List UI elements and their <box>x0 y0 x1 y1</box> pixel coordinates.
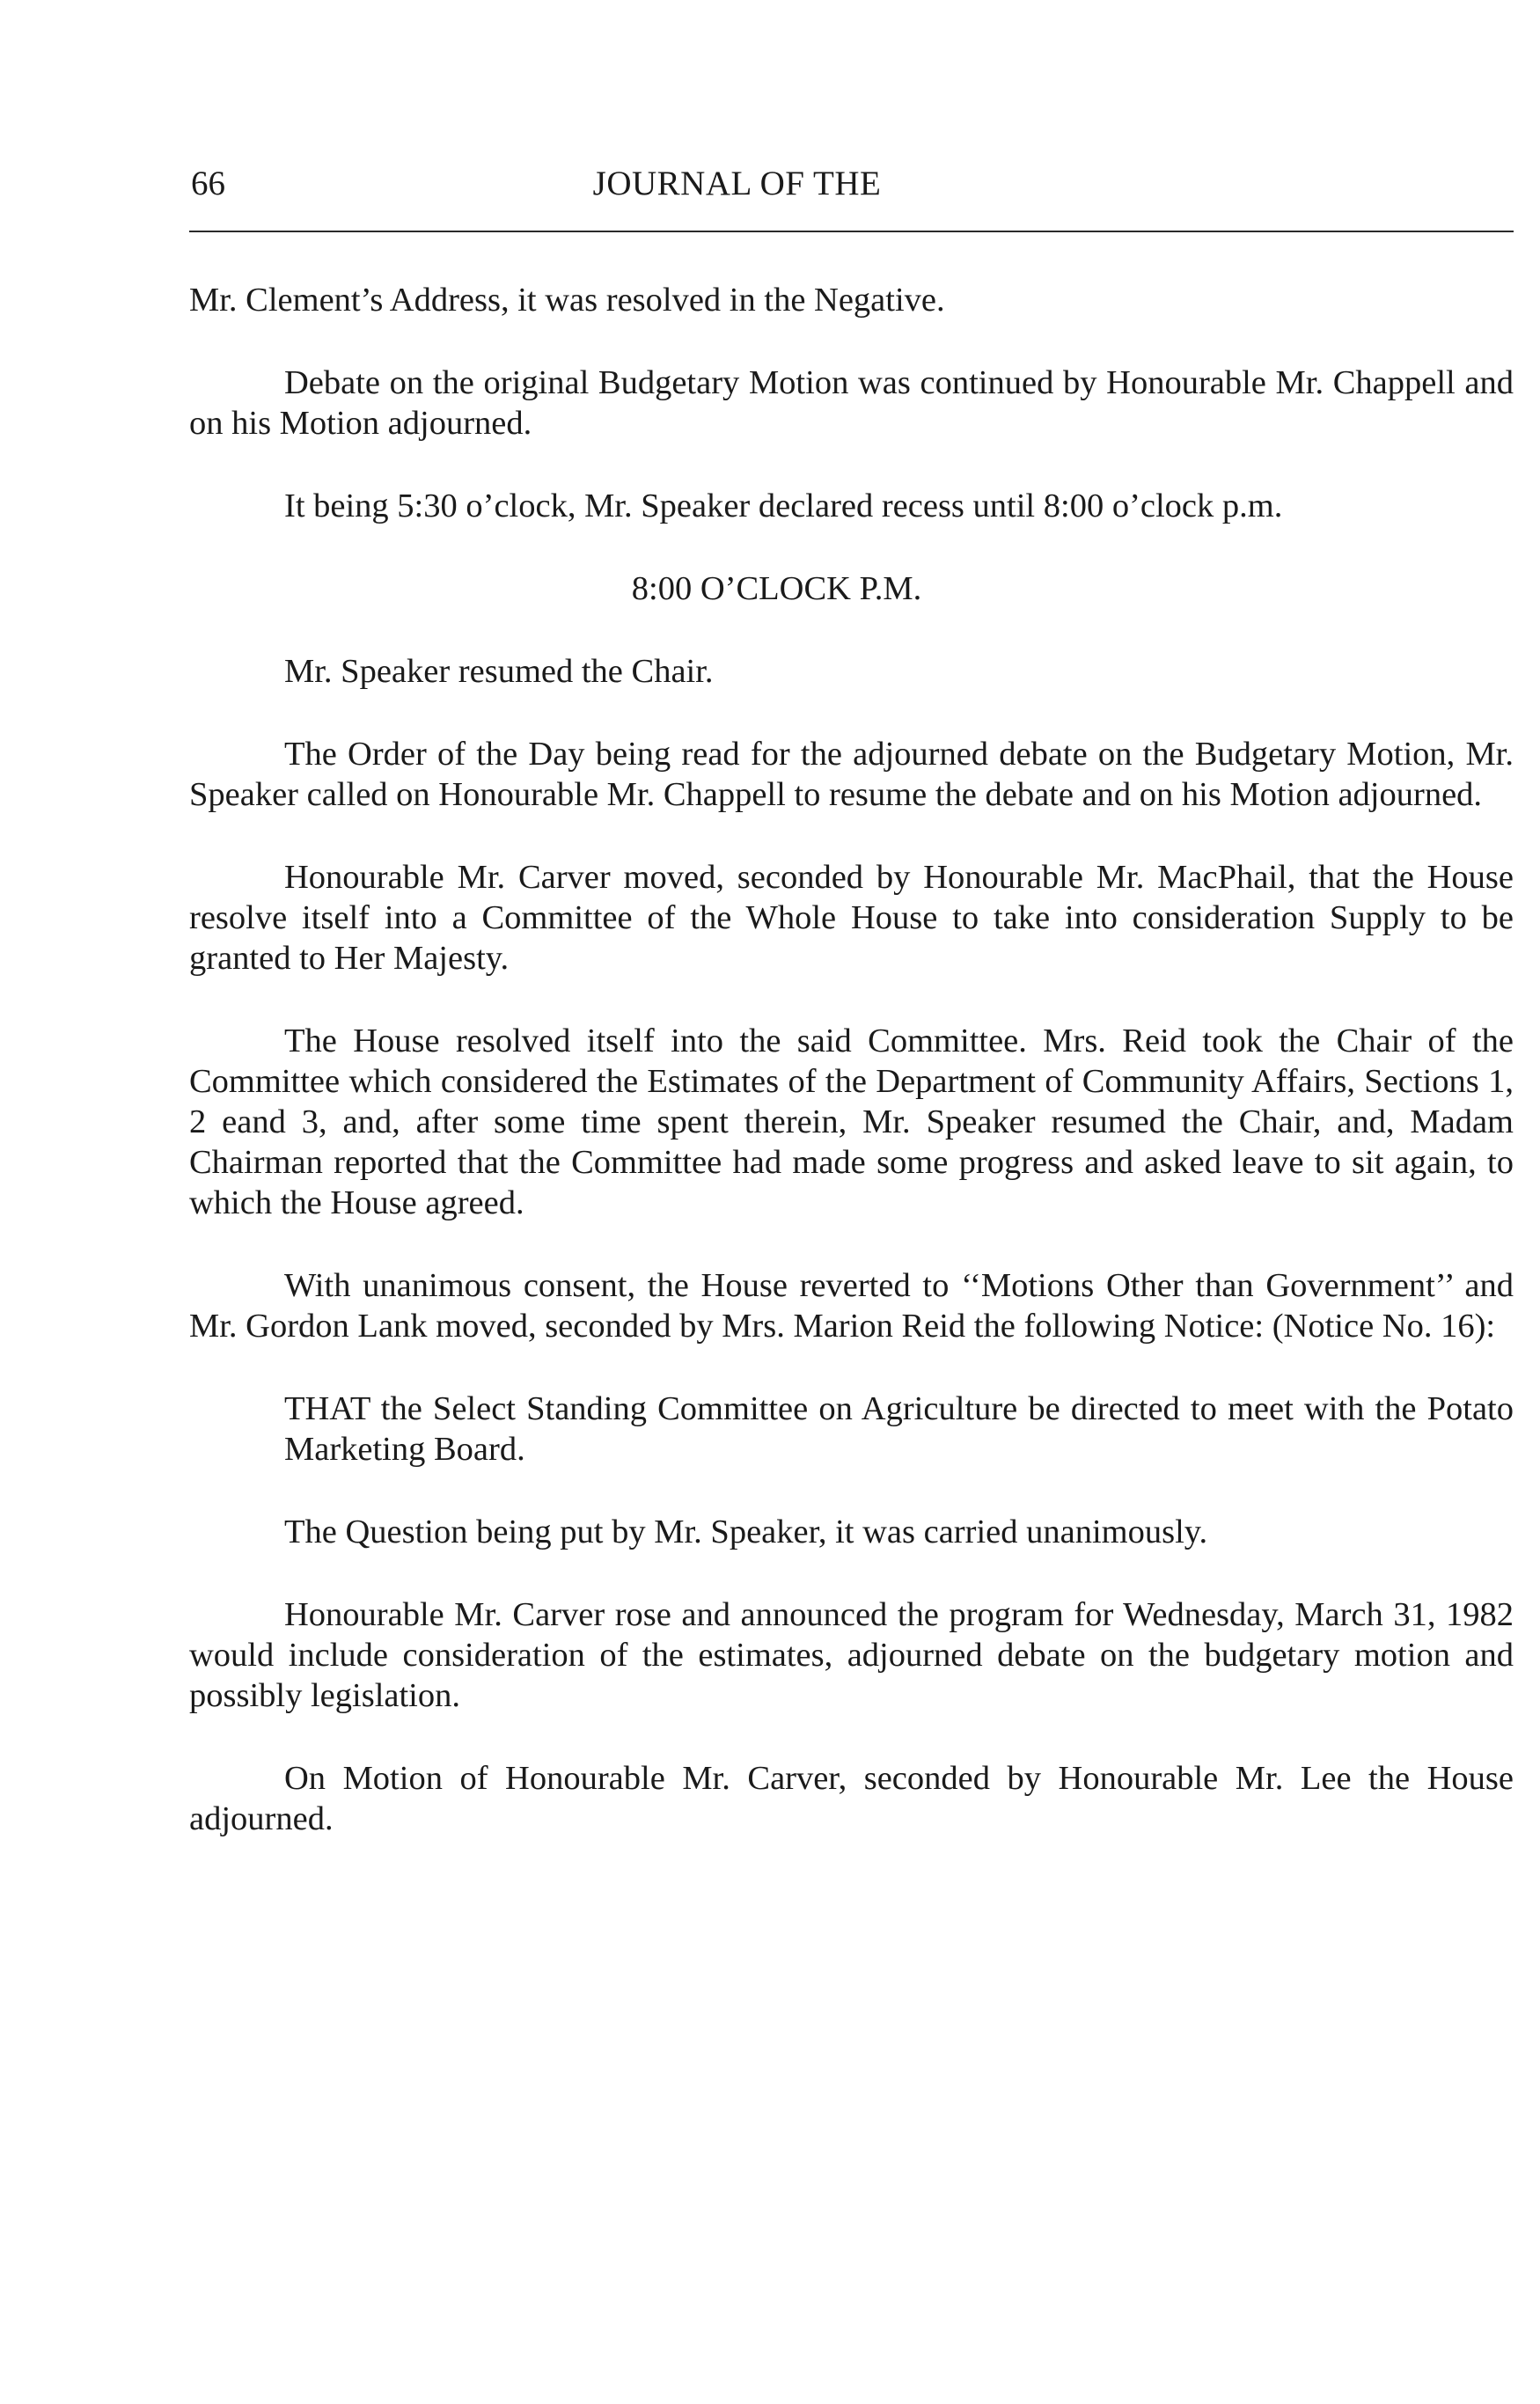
paragraph-speaker-resumed: Mr. Speaker resumed the Chair. <box>284 653 714 690</box>
paragraph-committee: The House resolved itself into the said Committee. Mrs. Reid took the Chair of the Committee which considered the Estimates of the Department of Community Affairs, Sections 1, 2 eand 3, and, after some time spent therein, Mr. Speaker resumed the Chair, and, Madam Chairman reported that the Committee had made some progress and asked leave to sit again, to which the House agreed. <box>189 1022 1514 1221</box>
paragraph-unanimous-consent: With unanimous consent, the House reverted to ‘‘Motions Other than Government’’ and Mr. Gordon Lank moved, seconded by Mrs. Marion Reid the following Notice: (Notice No. 16): <box>189 1267 1514 1345</box>
notice-text: THAT the Select Standing Committee on Agriculture be directed to meet with the Potato Marketing Board. <box>284 1390 1514 1468</box>
paragraph-debate-continued: Debate on the original Budgetary Motion was continued by Honourable Mr. Chappell and on his Motion adjourned. <box>189 364 1514 442</box>
paragraph-program-announced: Honourable Mr. Carver rose and announced the program for Wednesday, March 31, 1982 would include consideration of the estimates, adjourned debate on the budgetary motion and possibly legislation. <box>189 1596 1514 1714</box>
paragraph-resolved-negative: Mr. Clement’s Address, it was resolved in the Negative. <box>189 282 945 319</box>
paragraph-order-of-day: The Order of the Day being read for the adjourned debate on the Budgetary Motion, Mr. Speaker called on Honourable Mr. Chappell to resume the debate and on his Motion adjourned. <box>189 736 1514 813</box>
running-head <box>189 164 1514 203</box>
paragraph-carver-moved: Honourable Mr. Carver moved, seconded by Honourable Mr. MacPhail, that the House resolve itself into a Committee of the Whole House to take into consideration Supply to be granted to Her Majesty. <box>189 859 1514 977</box>
page-header <box>189 164 1514 216</box>
paragraph-recess: It being 5:30 o’clock, Mr. Speaker declared recess until 8:00 o’clock p.m. <box>284 487 1283 524</box>
section-heading-text: 8:00 O’CLOCK P.M. <box>631 570 922 607</box>
page-number: 66 <box>191 165 225 202</box>
journal-body <box>189 280 1514 1881</box>
paragraph-question-carried: The Question being put by Mr. Speaker, it was carried unanimously. <box>284 1513 1208 1550</box>
running-head-text: JOURNAL OF THE <box>592 165 882 202</box>
section-heading-evening <box>189 568 1514 609</box>
paragraph-house-adjourned: On Motion of Honourable Mr. Carver, seconded by Honourable Mr. Lee the House adjourned. <box>189 1760 1514 1837</box>
header-rule <box>189 231 1514 232</box>
